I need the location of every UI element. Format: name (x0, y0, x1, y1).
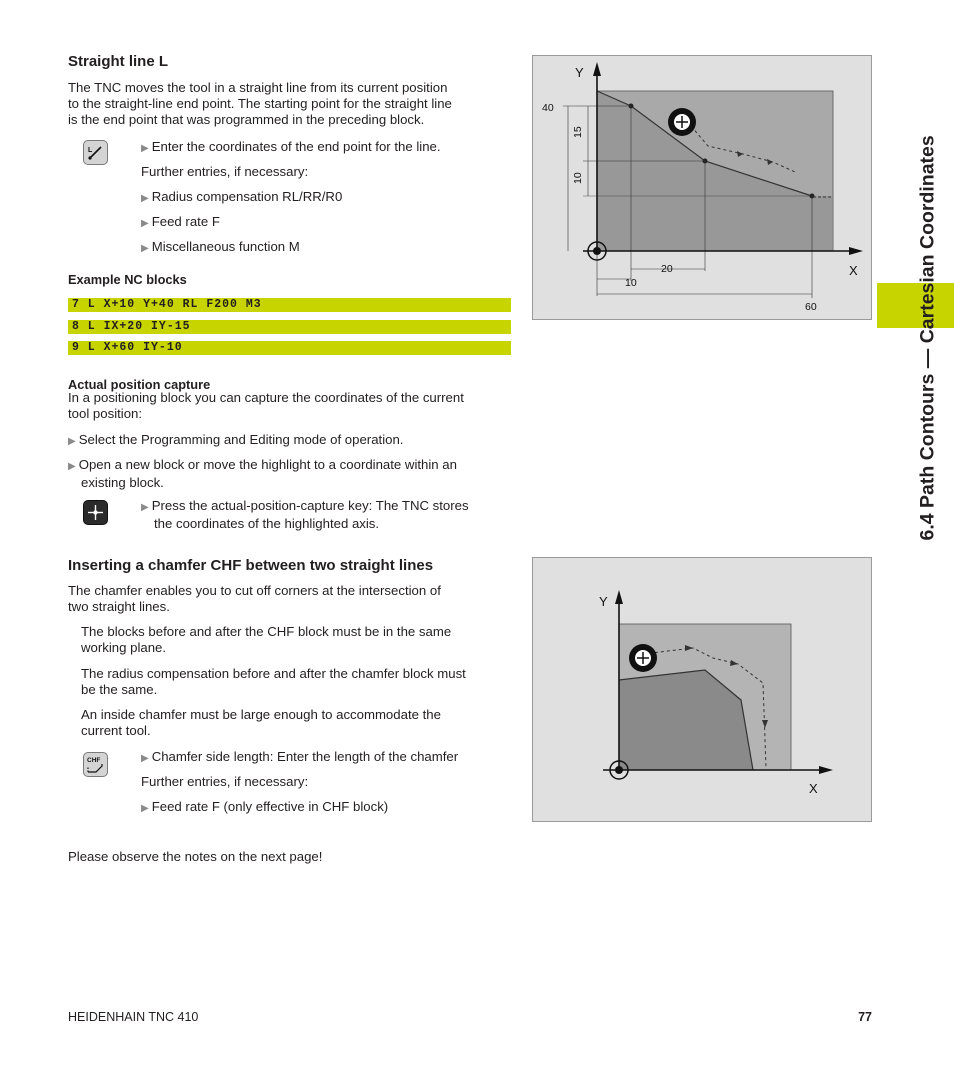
chamfer-note-3: An inside chamfer must be large enough to accommodate the current tool. (81, 707, 441, 738)
actual-step-1: ▶ Select the Programming and Editing mode of operation. (68, 432, 404, 447)
entry-step: ▶ Enter the coordinates of the end point for the line. (141, 139, 441, 154)
chapter-title-vertical: 6.4 Path Contours — Cartesian Coordinates (916, 135, 939, 541)
milling-tool-icon (629, 644, 657, 672)
label-y40: 40 (542, 102, 554, 114)
section-heading-chamfer: Inserting a chamfer CHF between two straight lines (68, 557, 434, 574)
straight-line-intro: The TNC moves the tool in a straight line from its current position to the straight-line end point. The starting point for the straight line is the end point that was programmed in the preceding block. (68, 80, 452, 127)
section-tab (877, 283, 954, 328)
svg-text:L: L (88, 147, 93, 154)
option-feed: ▶ Feed rate F (141, 214, 220, 229)
actual-position-heading: Actual position capture (68, 377, 211, 392)
example-heading: Example NC blocks (68, 272, 187, 287)
label-x10: 10 (625, 277, 637, 289)
actual-step-2: ▶ Open a new block or move the highlight to a coordinate within an existing block. (68, 457, 457, 490)
label-d10: 10 (572, 172, 584, 184)
figure-straight-line (532, 55, 872, 320)
section-heading-straight-line: Straight line L (68, 53, 169, 70)
nc-block: 8 L IX+20 IY-15 (68, 320, 511, 334)
closing-note: Please observe the notes on the next page! (68, 849, 323, 864)
chamfer-note-2: The radius compensation before and after the chamfer block must be the same. (81, 666, 466, 697)
chamfer-note-1: The blocks before and after the CHF block must be in the same working plane. (81, 624, 452, 655)
actual-position-intro: In a positioning block you can capture the coordinates of the current tool position: (68, 390, 464, 421)
nc-block: 9 L X+60 IY-10 (68, 341, 511, 355)
option-misc: ▶ Miscellaneous function M (141, 239, 300, 254)
x-axis-label: X (849, 263, 858, 278)
nc-block: 7 L X+10 Y+40 RL F200 M3 (68, 298, 511, 312)
figure-chamfer (532, 557, 872, 822)
page-number: 77 (858, 1010, 872, 1024)
option-radius: ▶ Radius compensation RL/RR/R0 (141, 189, 343, 204)
further-entries-label: Further entries, if necessary: (141, 164, 309, 179)
milling-tool-icon (668, 108, 696, 136)
chamfer-intro: The chamfer enables you to cut off corners at the intersection of two straight lines. (68, 583, 441, 614)
label-d20: 20 (661, 263, 673, 275)
footer-left: HEIDENHAIN TNC 410 (68, 1010, 199, 1024)
label-x60: 60 (805, 301, 817, 313)
line-key-icon (83, 140, 108, 165)
capture-key-icon (83, 500, 108, 525)
chf-step: ▶ Chamfer side length: Enter the length of the chamfer (141, 749, 459, 764)
x-axis-label: X (809, 781, 818, 796)
chf-further-label: Further entries, if necessary: (141, 774, 309, 789)
chf-key-label: CHF (87, 757, 101, 764)
chf-key-icon (83, 752, 108, 777)
chf-option-feed: ▶ Feed rate F (only effective in CHF block) (141, 799, 389, 814)
capture-key-step: ▶ Press the actual-position-capture key: The TNC stores the coordinates of the highlighted axis. (141, 498, 469, 531)
y-axis-label: Y (575, 65, 584, 80)
label-d15: 15 (572, 126, 584, 138)
y-axis-label: Y (599, 594, 608, 609)
